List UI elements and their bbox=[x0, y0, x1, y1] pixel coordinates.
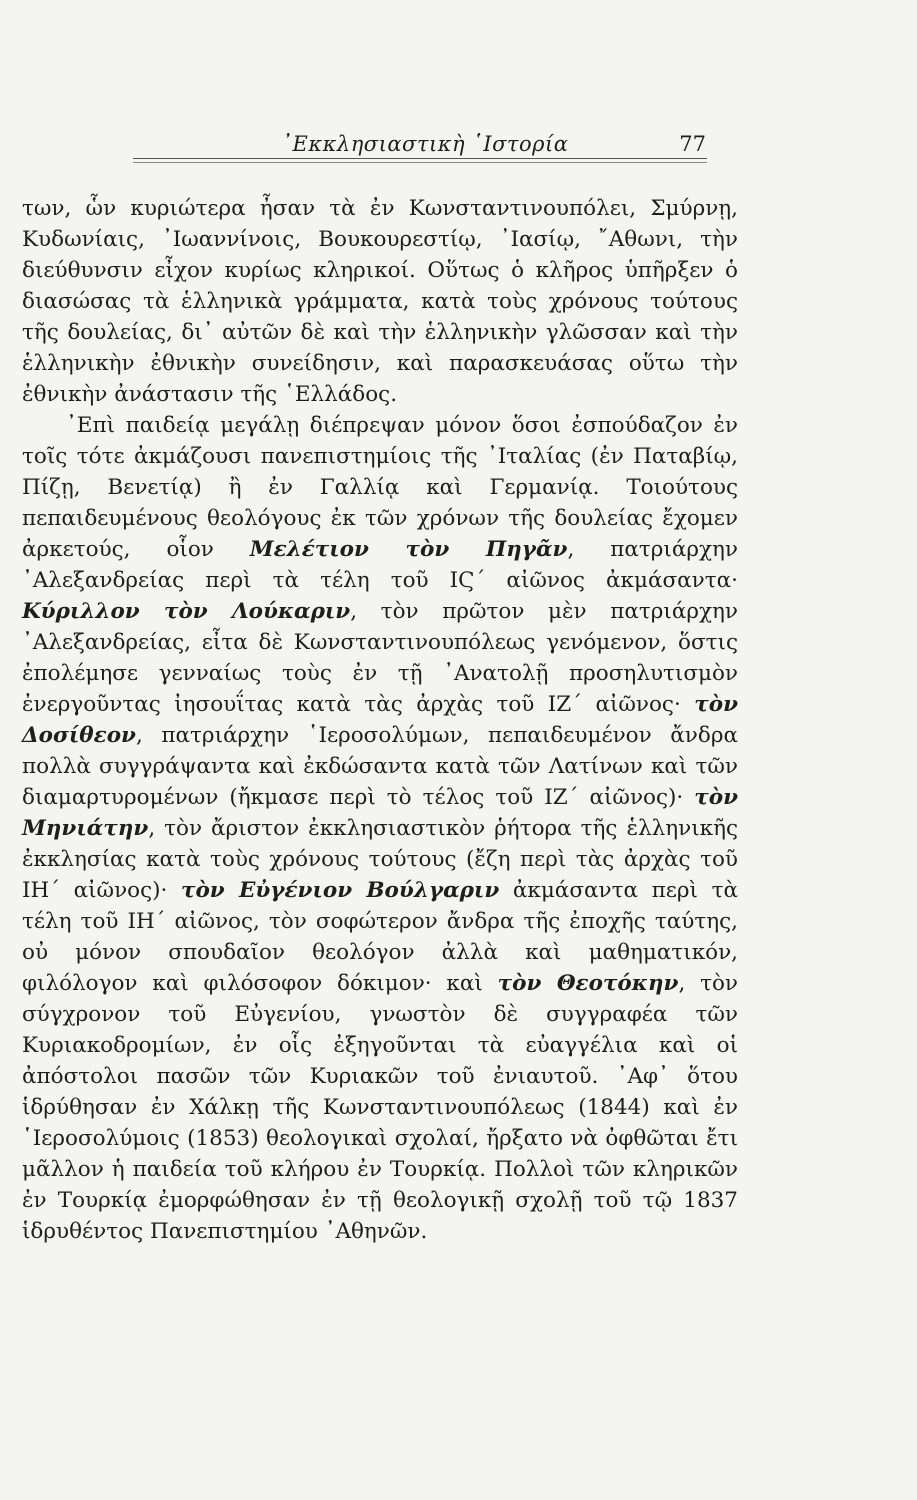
name-miniatis: τὸν Μηνιάτην bbox=[22, 785, 738, 841]
text-run: , τὸν ἄριστον ἐκκλησιαστικὸν ῥήτορα τῆς ἑλληνικῆς ἐκκλησίας κατὰ τοὺς χρόνους τούτους (ἔζη περὶ τὰς ἀρχὰς τοῦ ΙΗ´ αἰῶνος)· bbox=[22, 816, 738, 903]
header-rule-top bbox=[133, 158, 707, 159]
running-title: ᾿Εκκλησιαστικὴ ῾Ιστορία bbox=[281, 132, 569, 156]
page-number: 77 bbox=[679, 132, 706, 156]
text-run: , πατριάρχην ᾿Αλεξανδρείας περὶ τὰ τέλη τοῦ ΙϚ´ αἰῶνος ἀκμάσαντα· bbox=[22, 537, 738, 593]
text-run: , πατριάρχην ῾Ιεροσολύμων, πεπαιδευμένον ἄνδρα πολλὰ συγγράψαντα καὶ ἐκδώσαντα κατὰ τῶν Λατίνων καὶ τῶν διαμαρτυρομένων (ἤκμασε περὶ τὸ τέλος τοῦ ΙΖ´ αἰῶνος)· bbox=[22, 723, 738, 810]
text-run: , τὸν σύγχρονον τοῦ Εὐγενίου, γνωστὸν δὲ συγγραφέα τῶν Κυριακοδρομίων, ἐν οἷς ἐξηγοῦνται τὰ εὐαγγέλια καὶ οἱ ἀπόστολοι πασῶν τῶν Κυριακῶν τοῦ ἐνιαυτοῦ. ᾿Αφ᾿ ὅτου ἱδρύθησαν ἐν Χάλκῃ τῆς Κωνσταντινουπόλεως (1844) καὶ ἐν ῾Ιεροσολύμοις (1853) θεολογικαὶ σχολαί, ἤρξατο νὰ ὀφθῶται ἔτι μᾶλλον ἡ παιδεία τοῦ κλήρου ἐν Τουρκίᾳ. Πολλοὶ τῶν κληρικῶν ἐν Τουρκίᾳ ἐμορφώθησαν ἐν τῇ θεολογικῇ σχολῇ τοῦ τῷ 1837 ἱδρυθέντος Πανεπιστημίου ᾿Αθηνῶν. bbox=[22, 971, 738, 1244]
header-rule-bottom bbox=[133, 162, 707, 163]
text-run: ἀκμάσαντα περὶ τὰ τέλη τοῦ ΙΗ´ αἰῶνος, τὸν σοφώτερον ἄνδρα τῆς ἐποχῆς ταύτης, οὐ μόνον σπουδαῖον θεολόγον ἀλλὰ καὶ μαθηματικόν, φιλόλογον καὶ φιλόσοφον δόκιμον· καὶ bbox=[22, 878, 738, 996]
name-dositheos: τὸν Δοσίθεον bbox=[22, 692, 738, 748]
text-run: , τὸν πρῶτον μὲν πατριάρχην ᾿Αλεξανδρείας, εἶτα δὲ Κωνσταντινουπόλεως γενόμενον, ὅστις ἐπολέμησε γενναίως τοὺς ἐν τῇ ᾿Ανατολῇ προσηλυτισμὸν ἐνεργοῦντας ἰησουΐτας κατὰ τὰς ἀρχὰς τοῦ ΙΖ´ αἰῶνος· bbox=[22, 599, 738, 717]
text-run: ᾿Επὶ παιδείᾳ μεγάλῃ διέπρεψαν μόνον ὅσοι ἐσπούδαζον ἐν τοῖς τότε ἀκμάζουσι πανεπιστημίοις τῆς ᾿Ιταλίας (ἐν Παταβίῳ, Πίζῃ, Βενετίᾳ) ἢ ἐν Γαλλίᾳ καὶ Γερμανίᾳ. Τοιούτους πεπαιδευμένους θεολόγους ἐκ τῶν χρόνων τῆς δουλείας ἔχομεν ἀρκετούς, οἷον bbox=[22, 413, 738, 562]
name-meletios-pigas: Μελέτιον τὸν Πηγᾶν bbox=[249, 537, 568, 562]
body-text bbox=[22, 193, 738, 1247]
name-kyrillos-loukaris: Κύριλλον τὸν Λούκαριν bbox=[22, 599, 351, 624]
paragraph-1: των, ὧν κυριώτερα ἦσαν τὰ ἐν Κωνσταντινουπόλει, Σμύρνῃ, Κυδωνίαις, ᾿Ιωαννίνοις, Βουκουρεστίῳ, ᾿Ιασίῳ, ῎Αθωνι, τὴν διεύθυνσιν εἶχον κυρίως κληρικοί. Οὕτως ὁ κλῆρος ὑπῆρξεν ὁ διασώσας τὰ ἑλληνικὰ γράμματα, κατὰ τοὺς χρόνους τούτους τῆς δουλείας, δι᾿ αὐτῶν δὲ καὶ τὴν ἑλληνικὴν γλῶσσαν καὶ τὴν ἑλληνικὴν ἐθνικὴν συνείδησιν, καὶ παρασκευάσας οὕτω τὴν ἐθνικὴν ἀνάστασιν τῆς ῾Ελλάδος. bbox=[22, 196, 738, 407]
name-theotokis: τὸν Θεοτόκην bbox=[497, 971, 679, 996]
paragraph-2 bbox=[22, 410, 738, 1247]
name-evgenios-voulgaris: τὸν Εὐγένιον Βούλγαριν bbox=[180, 878, 500, 903]
